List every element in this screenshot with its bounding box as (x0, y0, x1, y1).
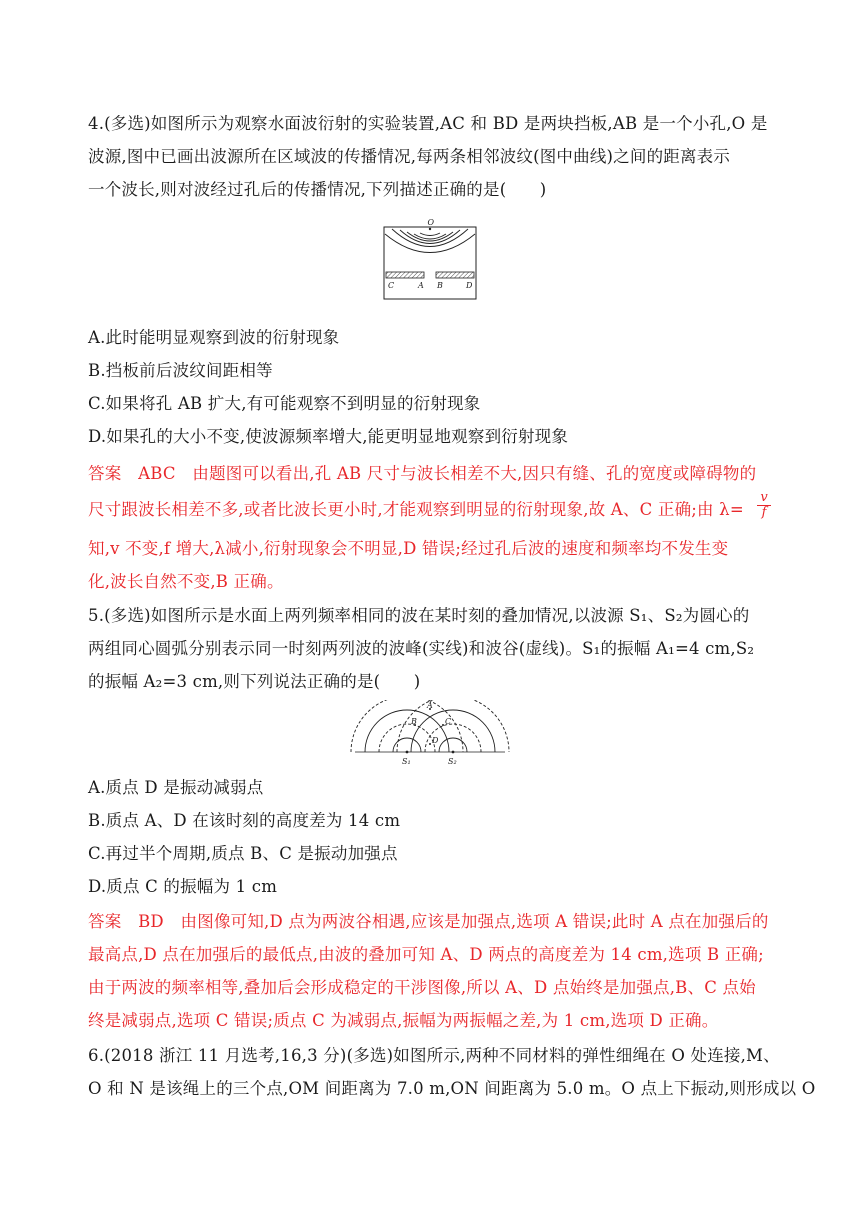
q5-option-a: A.质点 D 是振动减弱点 (88, 778, 264, 797)
s2-troughs (397, 700, 509, 752)
label-a: A (427, 701, 433, 710)
q5-answer-line-3: 由于两波的频率相等,叠加后会形成稳定的干涉图像,所以 A、D 点始终是加强点,B、C 点始 (88, 978, 756, 997)
q4-answer-line-3: 知,v 不变,f 增大,λ减小,衍射现象会不明显,D 错误;经过孔后波的速度和频率均不发生变 (88, 539, 729, 558)
label-b: B (437, 281, 443, 290)
q4-answer-line-2: 尺寸跟波长相差不多,或者比波长更小时,才能观察到明显的衍射现象,故 A、C 正确;由 λ= (88, 500, 744, 519)
q4-stem-line-3: 一个波长,则对波经过孔后的传播情况,下列描述正确的是( ) (88, 180, 547, 199)
tank-outline (384, 227, 476, 299)
label-c: C (445, 717, 452, 726)
s2-crests (411, 710, 495, 752)
lambda-fraction (757, 491, 771, 520)
q5-option-d: D.质点 C 的振幅为 1 cm (88, 877, 278, 896)
label-b: B (411, 717, 417, 726)
diffraction-setup-figure (380, 212, 480, 302)
q5-stem-line-2: 两组同心圆弧分别表示同一时刻两列波的波峰(实线)和波谷(虚线)。S₁的振幅 A₁=4 cm,S₂ (88, 639, 755, 658)
q5-answer-line-1: 答案 BD 由图像可知,D 点为两波谷相遇,应该是加强点,选项 A 错误;此时 A 点在加强后的 (88, 912, 769, 931)
label-d: D (466, 281, 473, 290)
s1-crests (365, 710, 452, 752)
label-a: A (418, 281, 424, 290)
s1-troughs (351, 700, 463, 752)
q5-answer-line-4: 终是减弱点,选项 C 错误;质点 C 为减弱点,振幅为两振幅之差,为 1 cm,选项 D 正确。 (88, 1011, 719, 1030)
wavefronts (385, 229, 475, 253)
q5-option-c: C.再过半个周期,质点 B、C 是振动加强点 (88, 844, 398, 863)
barrier-ac (386, 272, 424, 278)
q4-option-c: C.如果将孔 AB 扩大,有可能观察不到明显的衍射现象 (88, 394, 481, 413)
label-o: O (427, 218, 435, 227)
q4-answer-line-1: 答案 ABC 由题图可以看出,孔 AB 尺寸与波长相差不大,因只有缝、孔的宽度或障碍物的 (88, 464, 757, 483)
q5-option-b: B.质点 A、D 在该时刻的高度差为 14 cm (88, 811, 401, 830)
q4-stem-line-1: 4.(多选)如图所示为观察水面波衍射的实验装置,AC 和 BD 是两块挡板,AB 是一个小孔,O 是 (88, 114, 768, 133)
q4-answer-line-4: 化,波长自然不变,B 正确。 (88, 572, 284, 591)
q4-stem-line-2: 波源,图中已画出波源所在区域波的传播情况,每两条相邻波纹(图中曲线)之间的距离表示 (88, 147, 731, 166)
label-c: C (388, 281, 395, 290)
source-s2 (452, 751, 455, 754)
barrier-bd (436, 272, 474, 278)
q6-stem-line-1: 6.(2018 浙江 11 月选考,16,3 分)(多选)如图所示,两种不同材料的弹性细绳在 O 处连接,M、 (88, 1046, 780, 1065)
label-d: D (432, 736, 439, 745)
source-s1 (406, 751, 409, 754)
q5-stem-line-1: 5.(多选)如图所示是水面上两列频率相同的波在某时刻的叠加情况,以波源 S₁、S₂为圆心的 (88, 606, 750, 625)
fraction-numerator: v (757, 491, 771, 506)
q4-option-a: A.此时能明显观察到波的衍射现象 (88, 328, 340, 347)
q4-option-d: D.如果孔的大小不变,使波源频率增大,能更明显地观察到衍射现象 (88, 427, 569, 446)
fraction-denominator: f (761, 505, 767, 520)
q5-answer-line-2: 最高点,D 点在加强后的最低点,由波的叠加可知 A、D 两点的高度差为 14 cm,选项 B 正确; (88, 945, 764, 964)
q4-option-b: B.挡板前后波纹间距相等 (88, 361, 273, 380)
label-s2: S₂ (448, 757, 457, 766)
q5-stem-line-3: 的振幅 A₂=3 cm,则下列说法正确的是( ) (88, 672, 421, 691)
q6-stem-line-2: O 和 N 是该绳上的三个点,OM 间距离为 7.0 m,ON 间距离为 5.0 m。O 点上下振动,则形成以 O (88, 1079, 816, 1098)
label-s1: S₁ (402, 757, 411, 766)
interference-figure (350, 700, 510, 770)
source-point (429, 228, 431, 230)
